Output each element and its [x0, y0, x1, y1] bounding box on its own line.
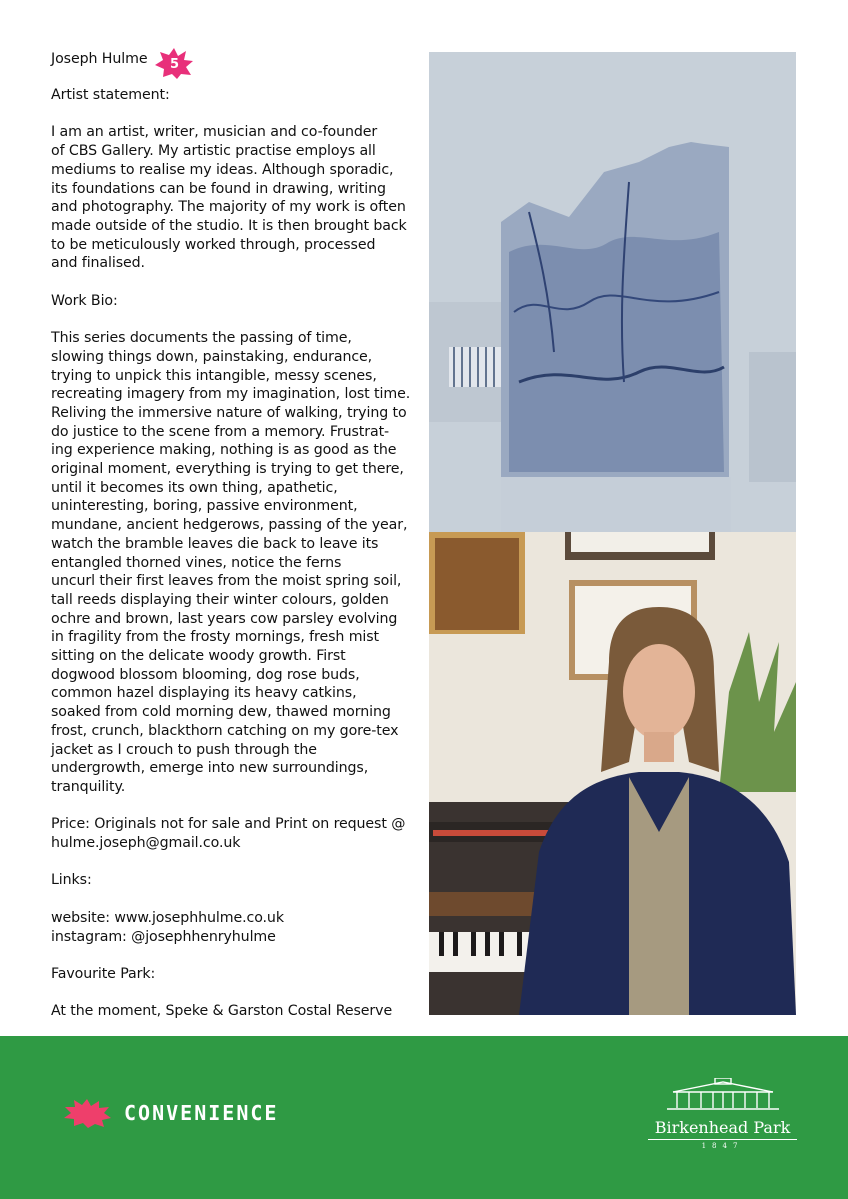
statement-heading: Artist statement: — [51, 87, 170, 103]
line: made outside of the studio. It is then brought back — [51, 217, 407, 234]
line: tall reeds displaying their winter colours, golden — [51, 591, 389, 608]
line: trying to unpick this intangible, messy scenes, — [51, 367, 377, 384]
links-heading: Links: — [51, 872, 92, 889]
line: Price: Originals not for sale and Print on request @ — [51, 816, 406, 833]
line: dogwood blossom blooming, dog rose buds, — [51, 666, 360, 683]
line: mediums to realise my ideas. Although sporadic, — [51, 161, 394, 178]
artist-portrait-image — [429, 532, 796, 1015]
park-heading: Favourite Park: — [51, 965, 156, 982]
page-number: 5 — [169, 56, 179, 72]
starburst-icon — [62, 1098, 112, 1128]
statement-body — [51, 123, 429, 273]
line: ing experience making, nothing is as good as the — [51, 442, 397, 459]
author-name: Joseph Hulme — [51, 50, 148, 67]
line: undergrowth, emerge into new surroundings, — [51, 760, 369, 777]
artwork-photo — [429, 52, 796, 532]
park-logo-year: 1847 — [648, 1139, 797, 1150]
birkenhead-park-logo — [640, 1078, 805, 1150]
header-row — [51, 46, 429, 72]
line: its foundations can be found in drawing, writing — [51, 180, 386, 197]
bio-body — [51, 329, 429, 797]
bio-heading: Work Bio: — [51, 292, 118, 309]
line: tranquility. — [51, 778, 126, 795]
line: of CBS Gallery. My artistic practise employs all — [51, 143, 376, 160]
line: uncurl their first leaves from the moist spring soil, — [51, 573, 402, 590]
line: mundane, ancient hedgerows, passing of the year, — [51, 517, 408, 534]
line: jacket as I crouch to push through the — [51, 741, 317, 758]
park-pavilion-icon — [663, 1078, 783, 1112]
artwork-drawing-image — [429, 52, 796, 532]
line: This series documents the passing of time, — [51, 330, 352, 347]
line: original moment, everything is trying to get there, — [51, 461, 404, 478]
links-list — [51, 909, 429, 946]
line: Reliving the immersive nature of walking, trying to — [51, 404, 407, 421]
image-column — [429, 52, 796, 1015]
brand-name: CONVENIENCE — [124, 1101, 279, 1125]
artist-portrait-photo — [429, 532, 796, 1015]
park-logo-name: Birkenhead Park — [654, 1118, 791, 1137]
line: soaked from cold morning dew, thawed morning — [51, 704, 391, 721]
website-link[interactable]: website: www.josephhulme.co.uk — [51, 909, 284, 926]
line: to be meticulously worked through, processed — [51, 236, 376, 253]
instagram-link[interactable]: instagram: @josephhenryhulme — [51, 928, 276, 945]
line: frost, crunch, blackthorn catching on my gore-tex — [51, 722, 399, 739]
convenience-brand — [62, 1098, 278, 1128]
line: uninteresting, boring, passive environment, — [51, 498, 358, 515]
park-answer: At the moment, Speke & Garston Costal Reserve — [51, 1003, 393, 1020]
page-number-badge — [153, 46, 195, 80]
line: recreating imagery from my imagination, lost time. — [51, 386, 411, 403]
line: sitting on the delicate woody growth. First — [51, 648, 346, 665]
line: common hazel displaying its heavy catkins, — [51, 685, 357, 702]
line: until it becomes its own thing, apathetic, — [51, 479, 338, 496]
line: watch the bramble leaves die back to leave its — [51, 535, 379, 552]
price-info — [51, 815, 429, 852]
line: and photography. The majority of my work is often — [51, 199, 406, 216]
line: and finalised. — [51, 255, 145, 272]
line: slowing things down, painstaking, endurance, — [51, 348, 373, 365]
line: I am an artist, writer, musician and co-founder — [51, 124, 378, 141]
email-link[interactable]: hulme.joseph@gmail.co.uk — [51, 835, 241, 852]
line: do justice to the scene from a memory. Frustrat- — [51, 423, 390, 440]
line: entangled thorned vines, notice the ferns — [51, 554, 342, 571]
line: ochre and brown, last years cow parsley evolving — [51, 610, 398, 627]
text-column — [51, 46, 429, 1040]
line: in fragility from the frosty mornings, fresh mist — [51, 629, 380, 646]
